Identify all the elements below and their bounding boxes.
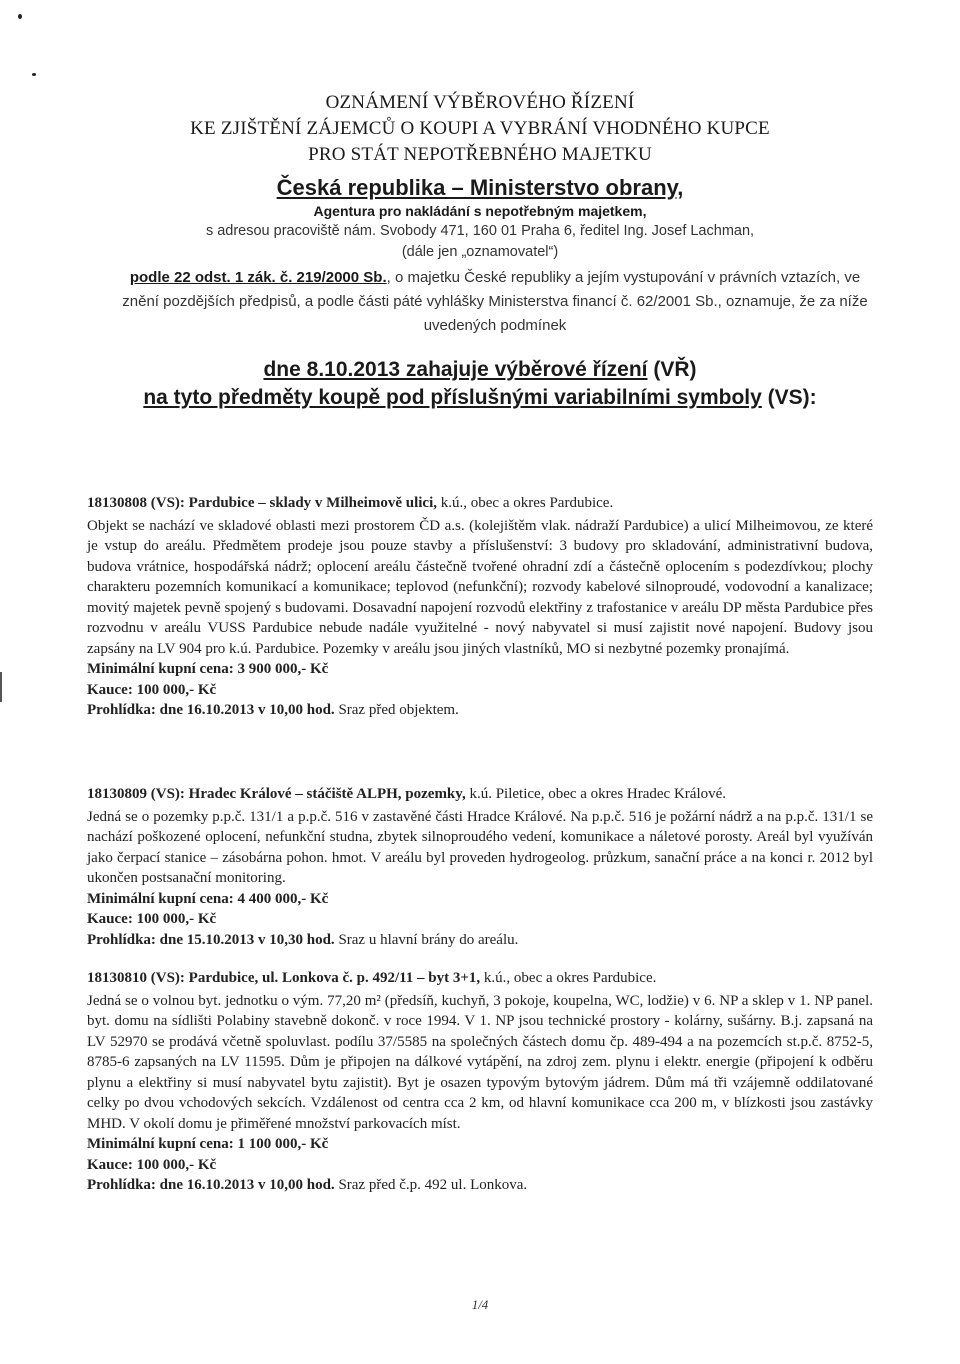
announce-subject-suffix: (VS): [761,386,817,409]
item-meeting-point: Sraz u hlavní brány do areálu. [334,931,519,948]
item-viewing: Prohlídka: dne 16.10.2013 v 10,00 hod. [87,1177,335,1193]
announce-date-suffix: (VŘ) [647,358,697,381]
scan-speck [32,73,36,76]
scan-speck [18,14,22,19]
title-line-2: KE ZJIŠTĚNÍ ZÁJEMCŮ O KOUPI A VYBRÁNÍ VHODNÉHO KUPCE [190,118,770,139]
ministry-name: Česká republika – Ministerstvo obrany, [276,175,684,200]
item-min-price: Minimální kupní cena: 1 100 000,- Kč [87,1136,329,1152]
announcer-alias: (dále jen „oznamovatel“) [401,244,559,260]
announcer-block [0,174,960,263]
legal-reference: podle 22 odst. 1 zák. č. 219/2000 Sb. [129,269,387,286]
item-min-price: Minimální kupní cena: 3 900 000,- Kč [87,661,329,677]
item-deposit: Kauce: 100 000,- Kč [87,911,217,927]
document-title [0,90,960,168]
item-deposit: Kauce: 100 000,- Kč [87,681,217,698]
item-deposit: Kauce: 100 000,- Kč [87,1156,217,1173]
tender-item [87,784,873,950]
agency-name: Agentura pro nakládání s nepotřebným majetkem, [313,203,647,219]
agency-address: s adresou pracoviště nám. Svobody 471, 160 01 Praha 6, ředitel Ing. Josef Lachman, [205,223,755,239]
item-meeting-point: Sraz před č.p. 492 ul. Lonkova. [334,1177,528,1193]
tender-announcement [80,356,880,412]
scan-edge-mark [0,672,2,702]
item-min-price: Minimální kupní cena: 4 400 000,- Kč [87,890,329,907]
item-heading: 18130809 (VS): Hradec Králové – stáčiště ALPH, pozemky, [87,786,466,802]
item-viewing: Prohlídka: dne 15.10.2013 v 10,30 hod. [87,931,335,948]
announce-date-line: dne 8.10.2013 zahajuje výběrové řízení [263,358,648,381]
item-viewing: Prohlídka: dne 16.10.2013 v 10,00 hod. [87,702,335,718]
item-description: Jedná se o pozemky p.p.č. 131/1 a p.p.č. 516 v zastavěné části Hradce Králové. Na p.p.č. 516 je požární nádrž a na p.p.č. 131/1 se nachází poškozené oplocení, nefunkční studna, zbytek silnoproudého vedení, komunikace a náletové porosty. Areál byl využíván jako čerpací stanice – zásobárna pohon. hmot. V areálu byl proveden hydrogeolog. průzkum, sanační práce a na konci r. 2012 byl ukončen postsanační monitoring. [87,808,873,886]
legal-basis [110,266,880,338]
item-location: k.ú. Piletice, obec a okres Hradec Králové. [465,786,727,802]
item-heading: 18130808 (VS): Pardubice – sklady v Milheimově ulici, [87,495,437,511]
item-location: k.ú., obec a okres Pardubice. [437,495,614,511]
page-number: 1/4 [471,1297,489,1312]
tender-item [87,968,873,1196]
item-description: Objekt se nachází ve skladové oblasti mezi prostorem ČD a.s. (kolejištěm vlak. nádraží Pardubice) a ulicí Milheimovou, ze které je vstup do areálu. Předmětem prodeje jsou pouze stavby a příslušenství: 3 budovy pro skladování, administrativní budova, budova vrátnice, hospodářská nádrž; oplocení areálu částečně tvořené ohradní zdí a částečně oplocením s podezdívkou; plochy charakteru pozemních komunikací a komunikace; teplovod (nefunkční); rozvody kabelové silnoproudé, vodovodní a kanalizace; movitý majetek pevně spojený s budovami. Dosavadní napojení rozvodů elektřiny z trafostanice v areálu DP města Pardubice přes rozvodnu v areálu VUSS Pardubice nebude nadále využitelné - nový nabyvatel si musí zajistit nové napojení. Budovy jsou zapsány na LV 904 pro k.ú. Pardubice. Pozemky v areálu jsou jiných vlastníků, MO si nezbytné pozemky pronajímá. [87,517,873,657]
item-location: k.ú., obec a okres Pardubice. [480,970,657,986]
title-line-1: OZNÁMENÍ VÝBĚROVÉHO ŘÍZENÍ [325,92,635,113]
tender-item [87,493,873,721]
item-meeting-point: Sraz před objektem. [334,702,459,718]
announce-subject-line: na tyto předměty koupě pod příslušnými variabilními symboly [143,386,762,409]
title-line-3: PRO STÁT NEPOTŘEBNÉHO MAJETKU [308,144,652,165]
legal-text: , o majetku České republiky a jejím vystupování v právních vztazích, ve znění pozdějších předpisů, a podle části páté vyhlášky Ministerstva financí č. 62/2001 Sb., oznamuje, že za níže uvedených podmínek [122,269,868,334]
item-heading: 18130810 (VS): Pardubice, ul. Lonkova č. p. 492/11 – byt 3+1, [87,970,481,986]
item-description: Jedná se o volnou byt. jednotku o vým. 77,20 m² (předsíň, kuchyň, 3 pokoje, koupelna, WC, lodžie) v 6. NP a sklep v 1. NP panel. byt. domu na sídlišti Polabiny stavebně dokonč. v roce 1994. V 1. NP jsou technické prostory - kolárny, sušárny. B.j. zapsaná na LV 52970 se prodává včetně spoluvlast. podílu 37/5585 na společných částech domu čp. 489-494 a na pozemcích st.p.č. 8752-5, 8785-6 zapsaných na LV 11595. Dům je připojen na dálkové vytápění, na zdroj zem. plynu i elektr. energie (připojení k odběru plynu a elektřiny si musí nabyvatel bytu zajistit). Byt je osazen typovým bytovým jádrem. Dům má tři vzájemně oddilatované celky po dvou vchodových sekcích. Vzdálenost od centra cca 2 km, od hlavní komunikace cca 200 m, v blízkosti jsou zastávky MHD. V okolí domu je přiměřené množství parkovacích míst. [87,992,873,1132]
